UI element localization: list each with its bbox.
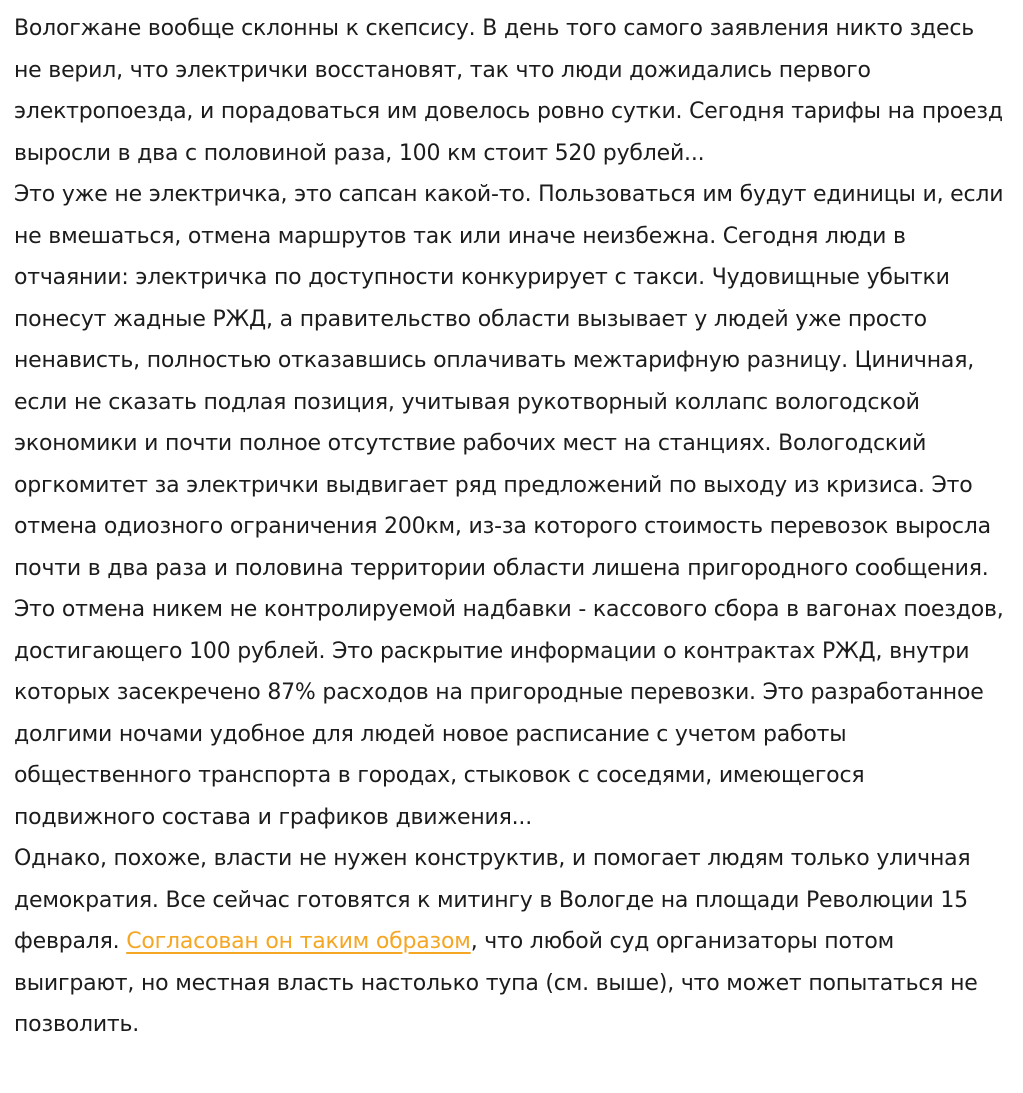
rally-approval-link[interactable]: Согласован он таким образом xyxy=(126,929,471,954)
article-body xyxy=(14,8,1004,1046)
paragraph-skepticism: Вологжане вообще склонны к скепсису. В день того самого заявления никто здесь не верил, что электрички восстановят, так что люди дожидались первого электропоезда, и порадоваться им довелось ровно сутки. Сегодня тарифы на проезд выросли в два с половиной раза, 100 км стоит 520 рублей... xyxy=(14,16,1003,166)
paragraph-proposals: Это уже не электричка, это сапсан какой-то. Пользоваться им будут единицы и, если не вмешаться, отмена маршрутов так или иначе неизбежна. Сегодня люди в отчаянии: электричка по доступности конкурирует с такси. Чудовищные убытки понесут жадные РЖД, а правительство области вызывает у людей уже просто ненависть, полностью отказавшись оплачивать межтарифную разницу. Циничная, если не сказать подлая позиция, учитывая рукотворный коллапс вологодской экономики и почти полное отсутствие рабочих мест на станциях. Вологодский оргкомитет за электрички выдвигает ряд предложений по выходу из кризиса. Это отмена одиозного ограничения 200км, из-за которого стоимость перевозок выросла почти в два раза и половина территории области лишена пригородного сообщения. Это отмена никем не контролируемой надбавки - кассового сбора в вагонах поездов, достигающего 100 рублей. Это раскрытие информации о контрактах РЖД, внутри которых засекречено 87% расходов на пригородные перевозки. Это разработанное долгими ночами удобное для людей новое расписание с учетом работы общественного транспорта в городах, стыковок с соседями, имеющегося подвижного состава и графиков движения... xyxy=(14,182,1004,830)
paragraph-rally-text-after-link: , что любой суд организаторы потом выиграют, но местная власть настолько тупа (см. выше), что может попытаться не позволить. xyxy=(14,929,978,1037)
paragraph-rally xyxy=(14,838,1004,1046)
paragraph-rally-text-before-link: Однако, похоже, власти не нужен конструктив, и помогает людям только уличная демократия. Все сейчас готовятся к митингу в Вологде на площади Революции 15 февраля. xyxy=(14,846,971,954)
